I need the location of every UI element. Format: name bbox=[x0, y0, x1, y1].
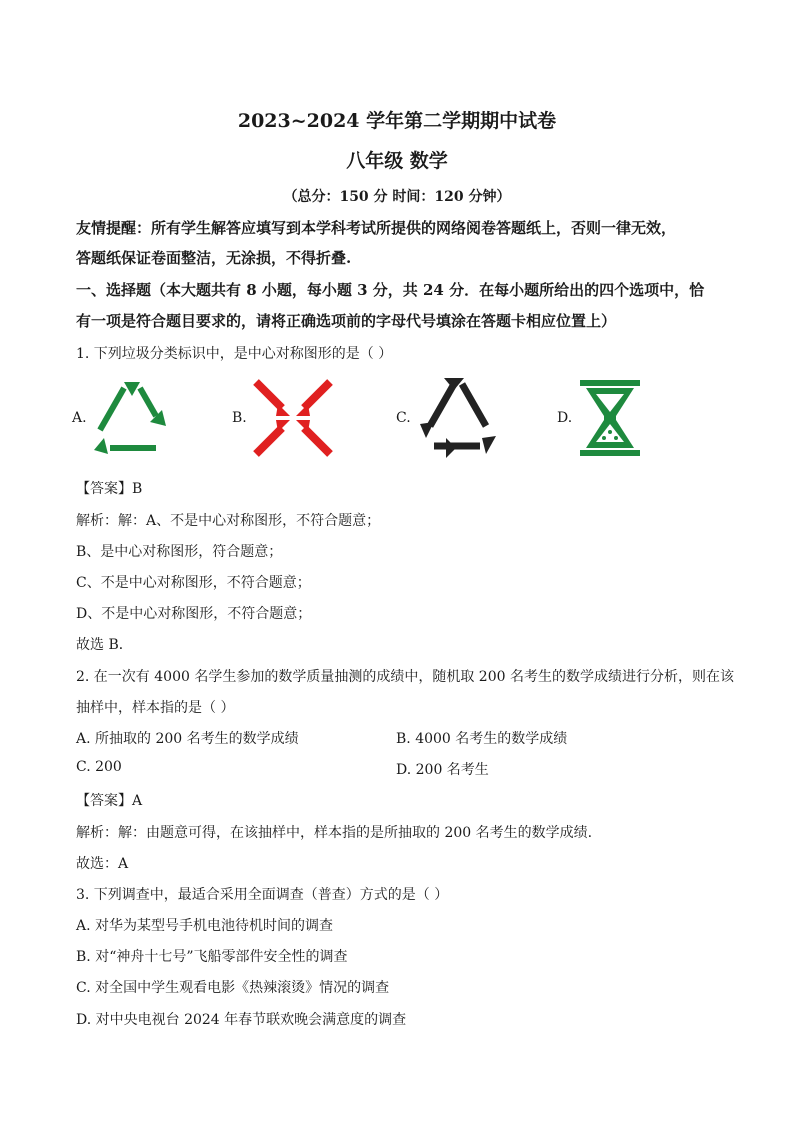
exam-subtitle: 八年级 数学 bbox=[346, 150, 448, 172]
q2-analysis-line: 解析：解：由题意可得，在该抽样中，样本指的是所抽取的 200 名考生的数学成绩. bbox=[76, 825, 593, 841]
q2-stem-line-2: 抽样中，样本指的是（ ） bbox=[76, 700, 235, 716]
q1-analysis-line: B、是中心对称图形，符合题意； bbox=[76, 544, 283, 560]
q2-analysis-line: 故选：A bbox=[76, 856, 129, 872]
recycle-green-icon bbox=[90, 378, 174, 456]
q1-answer: 【答案】B bbox=[76, 481, 143, 497]
hourglass-green-icon bbox=[578, 378, 642, 458]
q3-stem: 3. 下列调查中，最适合采用全面调查（普查）方式的是（ ） bbox=[76, 887, 449, 903]
exam-meta: （总分：150 分 时间：120 分钟） bbox=[283, 189, 511, 205]
section-heading-2: 有一项是符合题目要求的，请将正确选项前的字母代号填涂在答题卡相应位置上） bbox=[76, 312, 617, 330]
q3-option-c: C. 对全国中学生观看电影《热辣滚烫》情况的调查 bbox=[76, 980, 390, 996]
q3-option-b: B. 对“神舟十七号”飞船零部件安全性的调查 bbox=[76, 949, 348, 965]
notice-line-1: 友情提醒：所有学生解答应填写到本学科考试所提供的网络阅卷答题纸上，否则一律无效， bbox=[76, 219, 677, 237]
q1-analysis-line: 解析：解：A、不是中心对称图形，不符合题意； bbox=[76, 513, 381, 529]
q1-stem: 1. 下列垃圾分类标识中，是中心对称图形的是（ ） bbox=[76, 346, 393, 362]
notice-line-2: 答题纸保证卷面整洁，无涂损，不得折叠. bbox=[76, 249, 352, 267]
q2-option-a: A. 所抽取的 200 名考生的数学成绩 bbox=[76, 731, 299, 747]
q1-option-a-label: A. bbox=[72, 410, 87, 426]
recycle-black-icon bbox=[416, 376, 500, 460]
exam-title: 2023~2024 学年第二学期期中试卷 bbox=[237, 110, 557, 132]
q2-option-d: D. 200 名考生 bbox=[396, 762, 489, 778]
q1-analysis-line: C、不是中心对称图形，不符合题意； bbox=[76, 575, 311, 591]
q1-option-c-label: C. bbox=[396, 410, 411, 426]
q1-option-b-label: B. bbox=[232, 410, 247, 426]
q3-option-d: D. 对中央电视台 2024 年春节联欢晚会满意度的调查 bbox=[76, 1012, 407, 1028]
q2-option-b: B. 4000 名考生的数学成绩 bbox=[396, 731, 568, 747]
q1-analysis-line: 故选 B． bbox=[76, 637, 133, 653]
section-heading-1: 一、选择题（本大题共有 8 小题，每小题 3 分，共 24 分．在每小题所给出的四个选项中，恰 bbox=[76, 281, 705, 299]
q1-option-d-label: D. bbox=[557, 410, 573, 426]
q3-option-a: A. 对华为某型号手机电池待机时间的调查 bbox=[76, 918, 334, 934]
q1-analysis-line: D、不是中心对称图形，不符合题意； bbox=[76, 606, 312, 622]
q2-answer: 【答案】A bbox=[76, 793, 143, 809]
q2-stem-line-1: 2. 在一次有 4000 名学生参加的数学质量抽测的成绩中，随机取 200 名考生的数学成绩进行分析，则在该 bbox=[76, 669, 734, 685]
inward-arrows-red-icon bbox=[252, 378, 334, 458]
q2-option-c: C. 200 bbox=[76, 759, 122, 775]
